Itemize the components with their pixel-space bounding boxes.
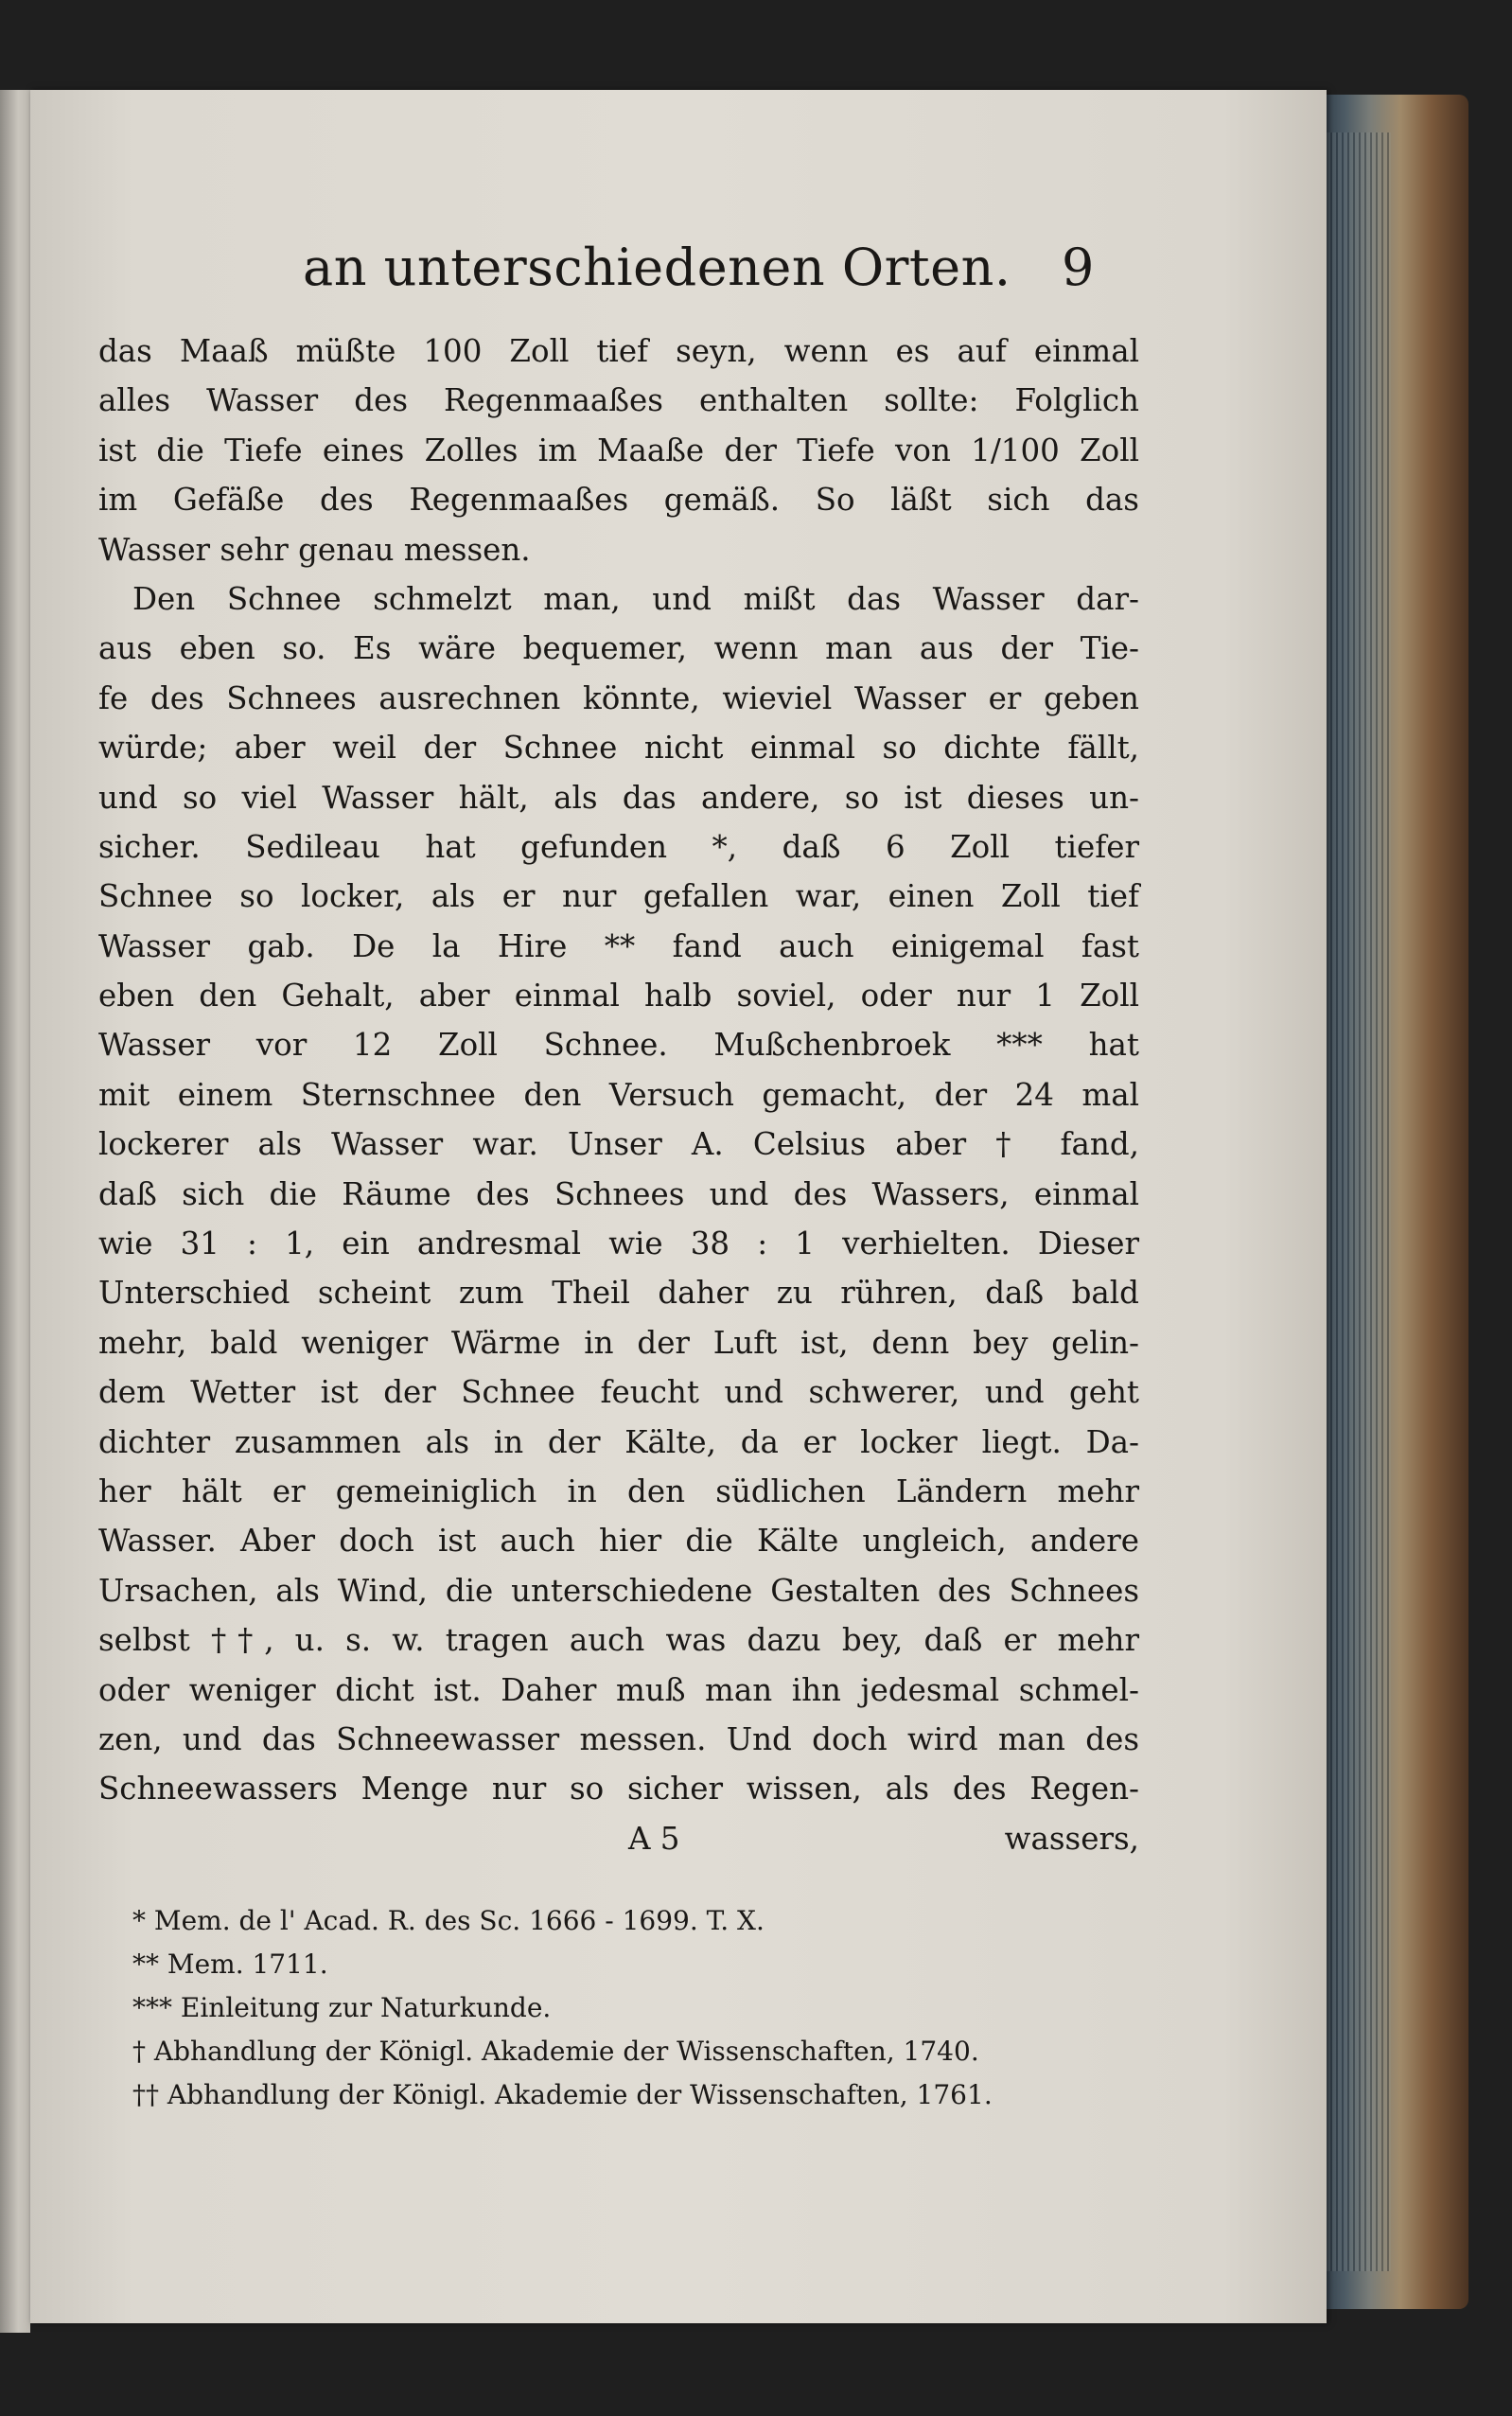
text-line: Wasser gab. De la Hire ** fand auch einigemal fast bbox=[98, 927, 1139, 964]
running-head bbox=[30, 230, 1327, 306]
footnote: ** Mem. 1711. bbox=[132, 1949, 328, 1980]
text-line: Unterschied scheint zum Theil daher zu rühren, daß bald bbox=[98, 1275, 1139, 1312]
footnote: † Abhandlung der Königl. Akademie der Wissenschaften, 1740. bbox=[132, 2036, 979, 2067]
page-number: 9 bbox=[1062, 238, 1095, 297]
text-line: eben den Gehalt, aber einmal halb soviel, oder nur 1 Zoll bbox=[98, 978, 1139, 1014]
text-line: zen, und das Schneewasser messen. Und doch wird man des bbox=[98, 1720, 1139, 1757]
footnote: †† Abhandlung der Königl. Akademie der Wissenschaften, 1761. bbox=[132, 2079, 993, 2110]
page-edges-texture bbox=[1325, 132, 1391, 2271]
text-line: Ursachen, als Wind, die unterschiedene Gestalten des Schnees bbox=[98, 1572, 1139, 1609]
text-line: oder weniger dicht ist. Daher muß man ihn jedesmal schmel- bbox=[98, 1671, 1139, 1708]
text-line: Schnee so locker, als er nur gefallen war, einen Zoll tief bbox=[98, 878, 1139, 915]
text-line: mehr, bald weniger Wärme in der Luft ist, denn bey gelin- bbox=[98, 1324, 1139, 1361]
body-text bbox=[98, 326, 1139, 1863]
text-line: dichter zusammen als in der Kälte, da er locker liegt. Da- bbox=[98, 1423, 1139, 1460]
text-line: her hält er gemeiniglich in den südlichen Ländern mehr bbox=[98, 1473, 1139, 1509]
footnote: *** Einleitung zur Naturkunde. bbox=[132, 1992, 552, 2023]
text-line: ist die Tiefe eines Zolles im Maaße der Tiefe von 1/100 Zoll bbox=[98, 432, 1139, 468]
text-line: fe des Schnees ausrechnen könnte, wieviel Wasser er geben bbox=[98, 679, 1139, 716]
text-line: wie 31 : 1, ein andresmal wie 38 : 1 verhielten. Dieser bbox=[98, 1226, 1139, 1262]
text-line: dem Wetter ist der Schnee feucht und schwerer, und geht bbox=[98, 1374, 1139, 1411]
footnote: * Mem. de l' Acad. R. des Sc. 1666 - 1699. T. X. bbox=[132, 1905, 765, 1936]
text-line: alles Wasser des Regenmaaßes enthalten sollte: Folglich bbox=[98, 382, 1139, 419]
text-line: Wasser sehr genau messen. bbox=[98, 531, 531, 568]
text-line: im Gefäße des Regenmaaßes gemäß. So läßt sich das bbox=[98, 482, 1139, 519]
text-line: Den Schnee schmelzt man, und mißt das Wasser dar- bbox=[132, 580, 1139, 617]
text-line: würde; aber weil der Schnee nicht einmal so dichte fällt, bbox=[98, 730, 1139, 767]
text-line: Wasser vor 12 Zoll Schnee. Mußchenbroek *** hat bbox=[98, 1027, 1139, 1064]
text-line: selbst ††, u. s. w. tragen auch was dazu bey, daß er mehr bbox=[98, 1622, 1139, 1659]
text-line: Schneewassers Menge nur so sicher wissen, als des Regen- bbox=[98, 1771, 1139, 1808]
text-line: aus eben so. Es wäre bequemer, wenn man aus der Tie- bbox=[98, 630, 1139, 667]
text-line: und so viel Wasser hält, als das andere, so ist dieses un- bbox=[98, 779, 1139, 816]
signature-mark: A 5 bbox=[628, 1820, 680, 1857]
text-line: lockerer als Wasser war. Unser A. Celsius aber † fand, bbox=[98, 1126, 1139, 1163]
text-line: das Maaß müßte 100 Zoll tief seyn, wenn es auf einmal bbox=[98, 333, 1139, 369]
text-line: Wasser. Aber doch ist auch hier die Kälte ungleich, andere bbox=[98, 1523, 1139, 1560]
facing-page-edge bbox=[0, 90, 30, 2333]
running-head-title: an unterschiedenen Orten. bbox=[303, 238, 1011, 297]
footnotes bbox=[132, 1899, 1154, 2117]
catchword: wassers, bbox=[1004, 1820, 1139, 1857]
book-page bbox=[30, 90, 1327, 2323]
signature-line bbox=[98, 1814, 1139, 1863]
text-line: mit einem Sternschnee den Versuch gemacht, der 24 mal bbox=[98, 1076, 1139, 1113]
text-line: daß sich die Räume des Schnees und des Wassers, einmal bbox=[98, 1175, 1139, 1212]
text-line: sicher. Sedileau hat gefunden *, daß 6 Zoll tiefer bbox=[98, 828, 1139, 865]
